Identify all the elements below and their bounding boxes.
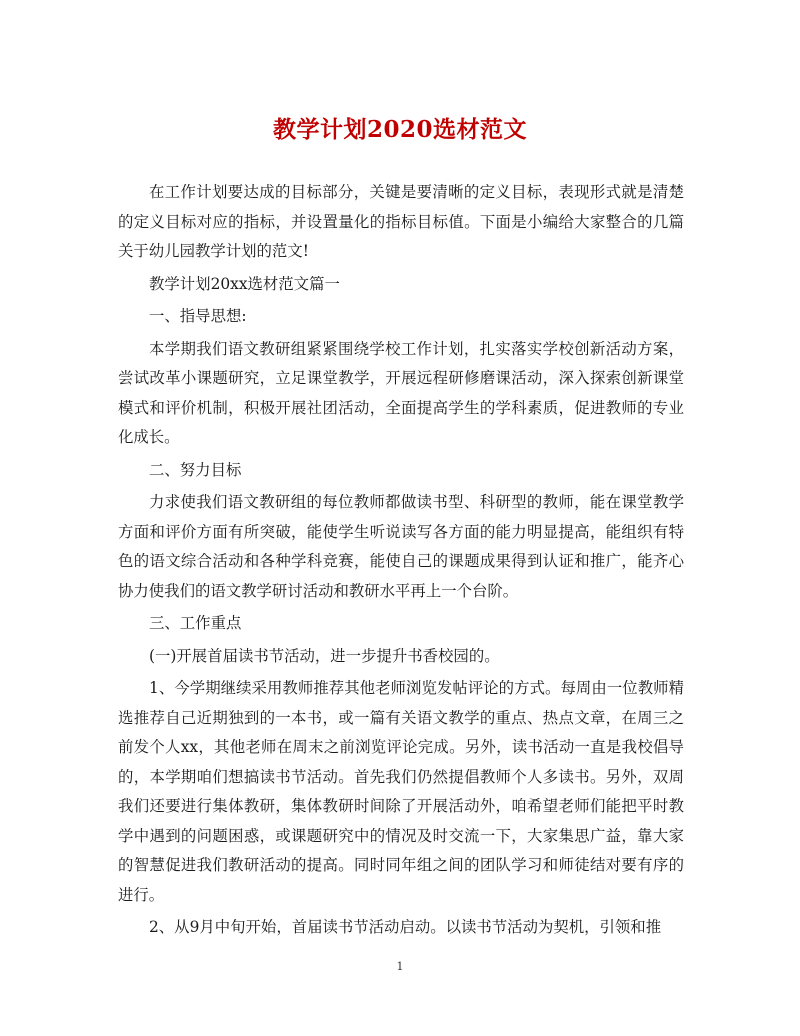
section-heading-work-focus: 三、工作重点 xyxy=(149,614,242,632)
page-number: 1 xyxy=(396,960,404,973)
subsection-heading-reading-festival: (一)开展首届读书节活动，进一步提升书香校园的。 xyxy=(149,646,500,665)
paragraph-article-heading: 教学计划20xx选材范文篇一 xyxy=(149,274,340,293)
paragraph-goals: 力求使我们语文教研组的每位教师都做读书型、科研型的教师，能在课堂教学方面和评价方面有所突破，能使学生听说读写各方面的能力明显提高，能组织有特色的语文综合活动和各种学科竞赛，能使自己的课题成果得到认证和推广，能齐心协力使我们的语文教学研讨活动和教研水平再上一个台阶。 xyxy=(118,493,684,600)
paragraph-guiding-ideology: 本学期我们语文教研组紧紧围绕学校工作计划，扎实落实学校创新活动方案，尝试改革小课题研究，立足课堂教学，开展远程研修磨课活动，深入探索创新课堂模式和评价机制，积极开展社团活动，全面提高学生的学科素质，促进教师的专业化成长。 xyxy=(118,339,684,446)
paragraph-intro: 在工作计划要达成的目标部分，关键是要清晰的定义目标，表现形式就是清楚的定义目标对应的指标，并设置量化的指标目标值。下面是小编给大家整合的几篇关于幼儿园教学计划的范文! xyxy=(118,183,684,260)
document-body xyxy=(118,178,684,946)
section-heading-guiding-ideology: 一、指导思想: xyxy=(149,307,247,325)
paragraph-item-2: 2、从9月中旬开始，首届读书节活动启动。以读书节活动为契机，引领和推 xyxy=(149,918,662,936)
document-title: 教学计划2020选材范文 xyxy=(272,116,527,143)
section-heading-goals: 二、努力目标 xyxy=(149,460,242,479)
paragraph-item-1: 1、今学期继续采用教师推荐其他老师浏览发帖评论的方式。每周由一位教师精选推荐自己近期独到的一本书，或一篇有关语文教学的重点、热点文章，在周三之前发个人xx，其他老师在周末之前浏览评论完成。另外，读书活动一直是我校倡导的，本学期咱们想搞读书节活动。首先我们仍然提倡教师个人多读书。另外，双周我们还要进行集体教研，集体教研时间除了开展活动外，咱希望老师们能把平时教学中遇到的问题困惑，或课题研究中的情况及时交流一下，大家集思广益，靠大家的智慧促进我们教研活动的提高。同时同年组之间的团队学习和师徒结对要有序的进行。 xyxy=(118,679,684,904)
